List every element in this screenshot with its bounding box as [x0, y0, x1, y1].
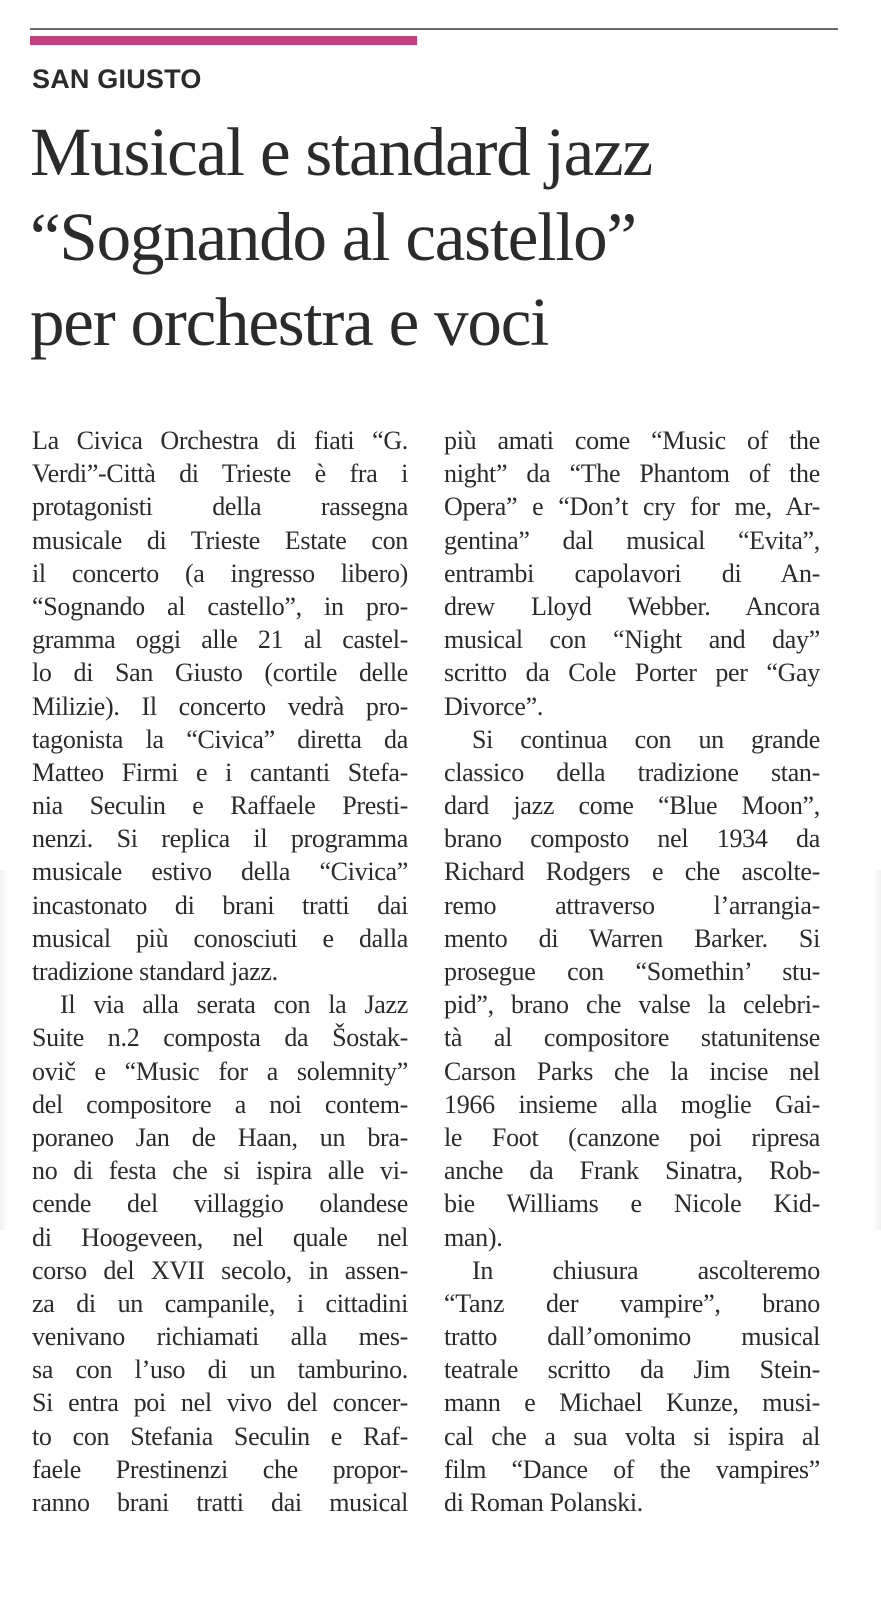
- body-line: man).: [444, 1222, 503, 1252]
- body-line: anche da Frank Sinatra, Rob-: [444, 1156, 820, 1186]
- body-line: cende del villaggio olandese: [32, 1189, 408, 1219]
- body-line: pid”, brano che valse la celebri-: [444, 990, 820, 1020]
- body-line: drew Lloyd Webber. Ancora: [444, 591, 820, 621]
- body-line: ovič e “Music for a solemnity”: [32, 1056, 408, 1086]
- body-line: musical con “Night and day”: [444, 625, 820, 655]
- body-line: Milizie). Il concerto vedrà pro-: [32, 691, 408, 721]
- body-line: tà al compositore statunitense: [444, 1023, 820, 1053]
- body-line: no di festa che si ispira alle vi-: [32, 1156, 408, 1186]
- body-line: Richard Rodgers e che ascolte-: [444, 857, 820, 887]
- body-line: corso del XVII secolo, in assen-: [32, 1255, 408, 1285]
- body-line: le Foot (canzone poi ripresa: [444, 1122, 820, 1152]
- article-headline: [30, 110, 850, 365]
- body-line: film “Dance of the vampires”: [444, 1454, 820, 1484]
- body-line: Si continua con un grande: [472, 724, 820, 754]
- article-column-left: [32, 424, 408, 1519]
- body-line: 1966 insieme alla moglie Gai-: [444, 1089, 820, 1119]
- body-line: mann e Michael Kunze, musi-: [444, 1388, 820, 1418]
- body-line: tradizione standard jazz.: [32, 957, 278, 986]
- section-accent-bar: [30, 36, 417, 45]
- body-line: il concerto (a ingresso libero): [32, 558, 408, 588]
- body-line: venivano richiamati alla mes-: [32, 1322, 408, 1352]
- body-line: incastonato di brani tratti dai: [32, 890, 408, 920]
- body-line: del compositore a noi contem-: [32, 1089, 408, 1119]
- body-line: Verdi”-Città di Trieste è fra i: [32, 459, 408, 489]
- section-kicker: SAN GIUSTO: [32, 64, 202, 94]
- headline-line: Musical e standard jazz: [30, 114, 652, 190]
- body-line: Matteo Firmi e i cantanti Stefa-: [32, 757, 408, 787]
- body-line: più amati come “Music of the: [444, 426, 820, 455]
- body-line: musical più conosciuti e dalla: [32, 923, 408, 953]
- body-line: Si entra poi nel vivo del concer-: [32, 1388, 408, 1418]
- body-line: mento di Warren Barker. Si: [444, 923, 820, 953]
- headline-line: “Sognando al castello”: [30, 199, 636, 275]
- article-column-right: [444, 424, 820, 1519]
- body-line: remo attraverso l’arrangia-: [444, 890, 820, 920]
- body-line: sa con l’uso di un tamburino.: [32, 1355, 408, 1385]
- body-line: poraneo Jan de Haan, un bra-: [32, 1122, 408, 1152]
- body-line: tagonista la “Civica” diretta da: [32, 724, 408, 754]
- body-line: protagonisti della rassegna: [32, 492, 408, 522]
- page-edge-shadow: [0, 870, 8, 1230]
- body-line: di Roman Polanski.: [444, 1488, 643, 1517]
- body-line: nenzi. Si replica il programma: [32, 824, 408, 854]
- body-line: brano composto nel 1934 da: [444, 824, 820, 854]
- body-line: musicale estivo della “Civica”: [32, 857, 408, 887]
- body-line: prosegue con “Somethin’ stu-: [444, 957, 820, 986]
- body-line: Opera” e “Don’t cry for me, Ar-: [444, 492, 820, 522]
- body-line: nia Seculin e Raffaele Presti-: [32, 791, 408, 821]
- body-line: tratto dall’omonimo musical: [444, 1322, 820, 1352]
- body-line: cal che a sua volta si ispira al: [444, 1421, 820, 1451]
- body-line: night” da “The Phantom of the: [444, 459, 820, 489]
- body-line: scritto da Cole Porter per “Gay: [444, 658, 820, 688]
- body-line: gentina” dal musical “Evita”,: [444, 525, 820, 555]
- headline-line: per orchestra e voci: [30, 284, 549, 360]
- body-line: entrambi capolavori di An-: [444, 558, 820, 588]
- body-line: musicale di Trieste Estate con: [32, 525, 408, 555]
- body-line: classico della tradizione stan-: [444, 757, 820, 787]
- body-line: “Tanz der vampire”, brano: [444, 1288, 820, 1318]
- body-line: teatrale scritto da Jim Stein-: [444, 1355, 820, 1385]
- body-line: Carson Parks che la incise nel: [444, 1056, 820, 1086]
- body-line: di Hoogeveen, nel quale nel: [32, 1222, 408, 1252]
- body-line: faele Prestinenzi che propor-: [32, 1454, 408, 1484]
- body-line: bie Williams e Nicole Kid-: [444, 1189, 820, 1219]
- body-line: “Sognando al castello”, in pro-: [32, 591, 408, 621]
- body-line: Divorce”.: [444, 691, 544, 721]
- body-line: La Civica Orchestra di fiati “G.: [32, 426, 408, 455]
- page-edge-shadow: [873, 870, 881, 1230]
- body-line: za di un campanile, i cittadini: [32, 1288, 408, 1318]
- body-line: dard jazz come “Blue Moon”,: [444, 791, 820, 821]
- body-line: ranno brani tratti dai musical: [32, 1488, 408, 1517]
- body-line: gramma oggi alle 21 al castel-: [32, 625, 408, 655]
- body-line: to con Stefania Seculin e Raf-: [32, 1421, 408, 1451]
- body-line: Suite n.2 composta da Šostak-: [32, 1023, 408, 1053]
- top-rule: [30, 28, 838, 30]
- body-line: Il via alla serata con la Jazz: [60, 990, 408, 1020]
- body-line: lo di San Giusto (cortile delle: [32, 658, 408, 688]
- body-line: In chiusura ascolteremo: [472, 1255, 820, 1285]
